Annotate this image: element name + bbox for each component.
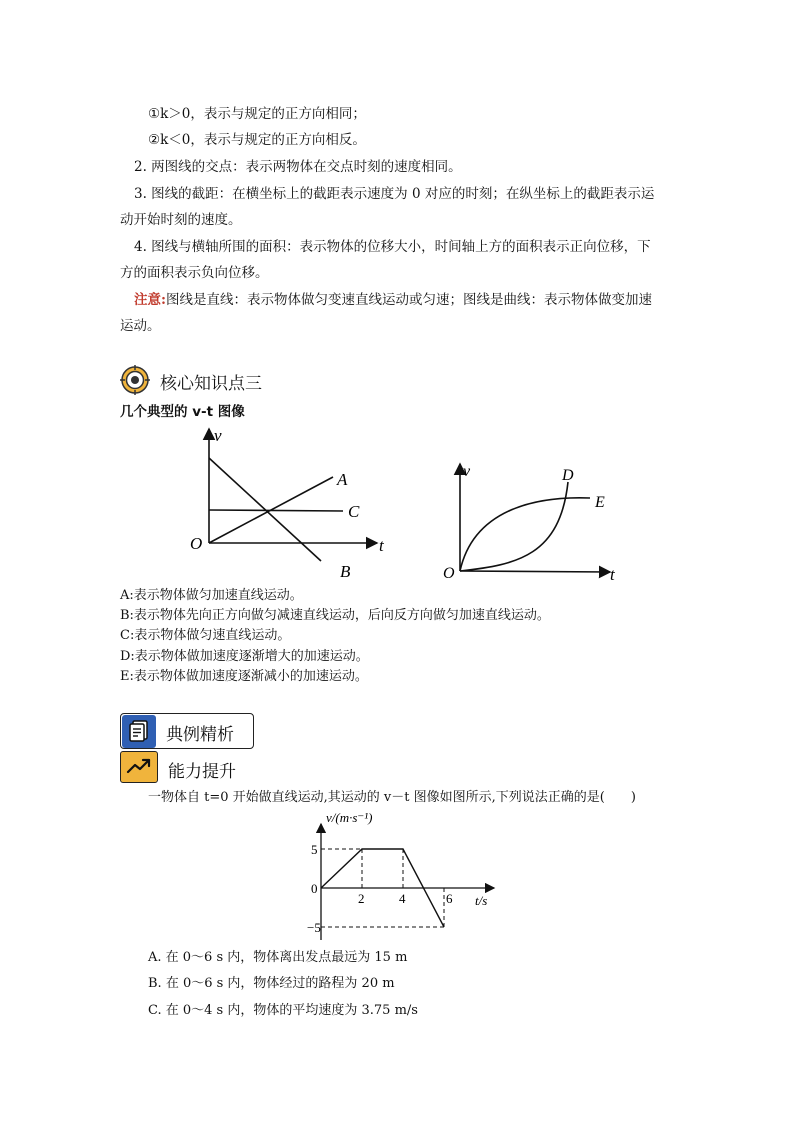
k-negative-line: ②k＜0，表示与规定的正方向相反。 <box>148 132 366 148</box>
label-b: B <box>340 562 351 581</box>
item-intersection: 2. 两图线的交点：表示两物体在交点时刻的速度相同。 <box>134 159 462 175</box>
option-b[interactable]: B. 在 0～6 s 内，物体经过的路程为 20 m <box>148 976 395 991</box>
label-e: E <box>595 494 605 511</box>
label-a: A <box>337 470 348 489</box>
line-c <box>209 510 343 511</box>
note-text: 图线是直线：表示物体做匀变速直线运动或匀速；图线是曲线：表示物体做变加速 <box>165 292 652 308</box>
option-a[interactable]: A. 在 0～6 s 内，物体离出发点最远为 15 m <box>148 950 408 965</box>
curve-d <box>460 482 568 571</box>
note-line <box>134 290 652 310</box>
axis-v-label: v <box>463 463 471 480</box>
desc-a: A:表示物体做匀加速直线运动。 <box>120 588 303 603</box>
question-text: 一物体自 t=0 开始做直线运动,其运动的 v－t 图像如图所示,下列说法正确的是( ) <box>148 790 636 805</box>
origin-label: O <box>443 565 455 582</box>
x-tick-label-2: 2 <box>358 891 365 906</box>
label-d: D <box>562 467 574 484</box>
item-intercept-1: 3. 图线的截距：在横坐标上的截距表示速度为 0 对应的时刻；在纵坐标上的截距表示运 <box>134 186 655 202</box>
x-tick-label-6: 6 <box>446 891 453 906</box>
document-icon <box>127 719 151 743</box>
y-tick-label-1: 0 <box>311 881 318 896</box>
option-c[interactable]: C. 在 0～4 s 内，物体的平均速度为 3.75 m/s <box>148 1003 418 1018</box>
y-tick-label-2: −5 <box>307 920 321 935</box>
ability-tag-label: 能力提升 <box>168 762 236 782</box>
desc-b: B:表示物体先向正方向做匀减速直线运动，后向反方向做匀加速直线运动。 <box>120 608 550 623</box>
desc-d: D:表示物体做加速度逐渐增大的加速运动。 <box>120 649 369 664</box>
chart-ylabel: v/(m·s⁻¹) <box>326 810 373 825</box>
curve-e <box>460 498 590 571</box>
y-tick-label-0: 5 <box>311 842 318 857</box>
vt-graph-abc <box>185 425 395 585</box>
t-axis <box>460 571 610 572</box>
item-intercept-2: 动开始时刻的速度。 <box>120 212 242 228</box>
target-icon <box>120 365 150 395</box>
axis-v-label: v <box>214 426 222 445</box>
note-label: 注意: <box>134 292 166 308</box>
k-positive-line: ①k＞0，表示与规定的正方向相同； <box>148 106 366 122</box>
desc-e: E:表示物体做加速度逐渐减小的加速运动。 <box>120 669 368 684</box>
trend-up-icon <box>125 754 153 778</box>
axis-t-label: t <box>610 565 615 584</box>
item-area-2: 方的面积表示负向位移。 <box>120 265 269 281</box>
desc-c: C:表示物体做匀速直线运动。 <box>120 628 291 643</box>
example-tag-label: 典例精析 <box>166 725 234 745</box>
x-tick-label-4: 4 <box>399 891 406 906</box>
section-title: 核心知识点三 <box>160 374 262 394</box>
question-vt-chart <box>300 806 510 942</box>
section-subtitle: 几个典型的 v-t 图像 <box>120 404 245 420</box>
label-c: C <box>348 502 360 521</box>
chart-xlabel: t/s <box>475 893 488 908</box>
axis-t-label: t <box>379 536 384 555</box>
origin-label: O <box>190 534 203 553</box>
vt-graph-de <box>438 460 628 585</box>
note-line-2: 运动。 <box>120 318 161 334</box>
item-area-1: 4. 图线与横轴所围的面积：表示物体的位移大小，时间轴上方的面积表示正向位移，下 <box>134 239 651 255</box>
